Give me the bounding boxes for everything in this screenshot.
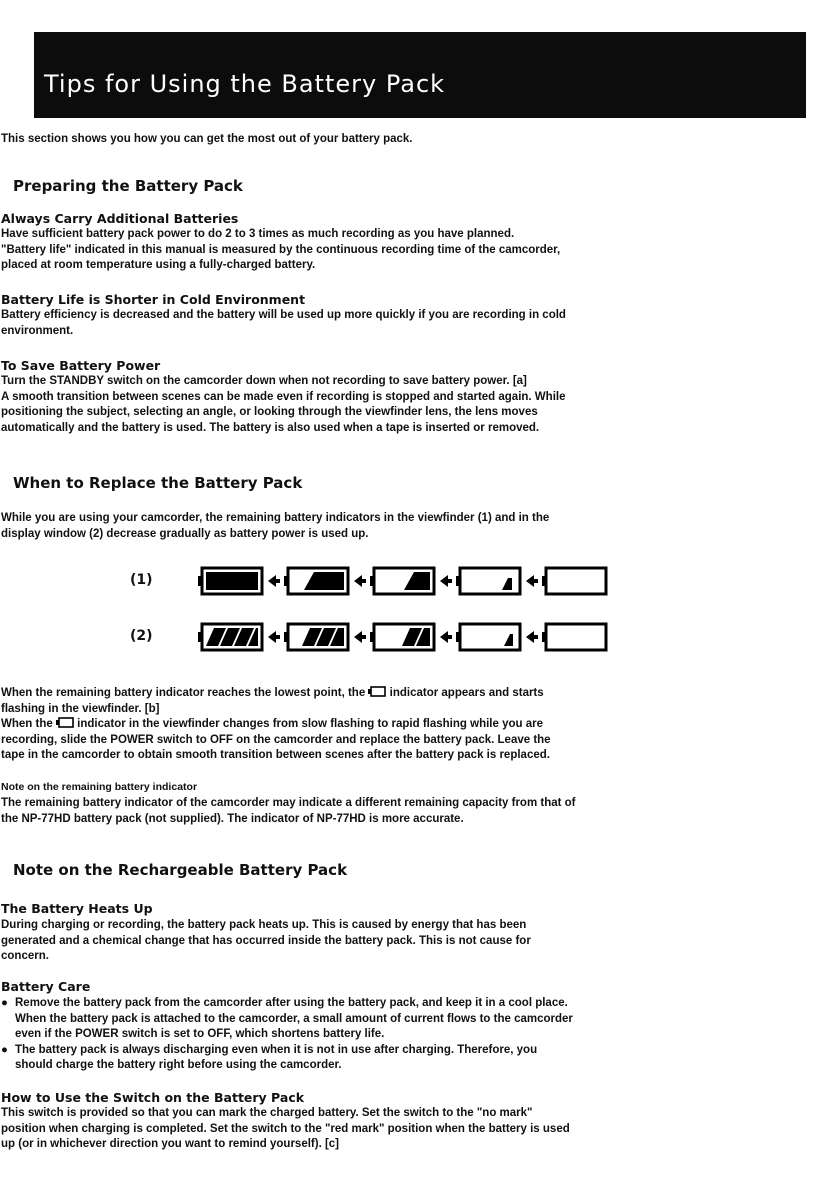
battery-sequence-display [196, 622, 656, 652]
indicator-label-display-window: (2) [130, 628, 153, 644]
arrow-right-icon [526, 575, 538, 587]
paragraph-heats-up [1, 918, 791, 965]
paragraph-switch [1, 1106, 791, 1153]
text-line: tape in the camcorder to obtain smooth transition between scenes after the battery pack is replaced. [1, 749, 550, 761]
text-line: flashing in the viewfinder. [b] [1, 702, 160, 715]
arrow-right-icon [354, 575, 366, 587]
indicator-label-viewfinder: (1) [130, 572, 153, 588]
text-line: When the battery pack is attached to the camcorder, a small amount of current flows to the camcorder [15, 1012, 573, 1025]
battery-three-quarter-segmented-icon [284, 624, 348, 650]
subheading-always-carry: Always Carry Additional Batteries [1, 211, 239, 226]
text-line [1, 717, 791, 733]
text-fragment: Remove the battery pack from the camcorder after using the battery pack, and keep it in a cool place. [15, 997, 568, 1009]
arrow-right-icon [268, 575, 280, 587]
text-fragment: indicator in the viewfinder changes from slow flashing to rapid flashing while you are [77, 718, 543, 730]
subheading-battery-care: Battery Care [1, 979, 91, 994]
bullet-list-care [1, 996, 791, 1074]
battery-full-segmented-icon [198, 624, 262, 650]
arrow-right-icon [354, 631, 366, 643]
text-fragment: When the remaining battery indicator reaches the lowest point, the [1, 687, 366, 699]
subheading-heats-up: The Battery Heats Up [1, 901, 153, 916]
battery-half-icon [370, 568, 434, 594]
paragraph-cold [1, 308, 791, 339]
section-heading-rechargeable: Note on the Rechargeable Battery Pack [13, 861, 348, 879]
text-line: generated and a chemical change that has occurred inside the battery pack. This is not cause for [1, 934, 531, 947]
subheading-save-power: To Save Battery Power [1, 358, 161, 373]
text-line: recording, slide the POWER switch to OFF on the camcorder and replace the battery pack. Leave the [1, 733, 551, 746]
text-line: positioning the subject, selecting an angle, or looking through the viewfinder lens, the lens moves [1, 406, 538, 418]
list-item [1, 1043, 791, 1059]
text-line: The remaining battery indicator of the camcorder may indicate a different remaining capacity from that of [1, 797, 576, 809]
empty-battery-icon [368, 686, 386, 697]
text-line: even if the POWER switch is set to OFF, which shortens battery life. [15, 1028, 385, 1040]
title-banner [34, 32, 806, 118]
text-line: display window (2) decrease gradually as battery power is used up. [1, 527, 369, 540]
subheading-switch: How to Use the Switch on the Battery Pack [1, 1090, 305, 1105]
text-line: "Battery life" indicated in this manual is measured by the continuous recording time of the camcorder, [1, 243, 561, 256]
text-line: placed at room temperature using a fully-charged battery. [1, 259, 316, 271]
text-line: During charging or recording, the battery pack heats up. This is caused by energy that has been [1, 919, 527, 931]
battery-low-segmented-icon [456, 624, 520, 650]
battery-empty-icon [542, 624, 606, 650]
page-title: Tips for Using the Battery Pack [44, 70, 446, 98]
paragraph-replace [1, 511, 791, 542]
bullet-icon: ● [1, 1043, 8, 1056]
note-heading-indicator: Note on the remaining battery indicator [1, 781, 198, 793]
list-item [1, 996, 791, 1012]
text-line: position when charging is completed. Set the switch to the "red mark" position when the battery is used [1, 1122, 570, 1135]
text-line: the NP-77HD battery pack (not supplied). The indicator of NP-77HD is more accurate. [1, 812, 464, 825]
paragraph-note-indicator [1, 796, 791, 827]
section-heading-preparing: Preparing the Battery Pack [13, 177, 243, 195]
battery-sequence-viewfinder [196, 566, 656, 596]
battery-half-segmented-icon [370, 624, 434, 650]
text-line [1, 686, 791, 702]
paragraph-always-carry [1, 227, 791, 274]
subheading-cold: Battery Life is Shorter in Cold Environment [1, 292, 306, 307]
arrow-right-icon [526, 631, 538, 643]
paragraph-replace-details [1, 686, 791, 764]
battery-empty-icon [542, 568, 606, 594]
text-line: concern. [1, 950, 49, 962]
text-line: environment. [1, 324, 74, 337]
arrow-right-icon [440, 631, 452, 643]
paragraph-save-power [1, 374, 791, 436]
arrow-right-icon [440, 575, 452, 587]
indicator-row-viewfinder [130, 566, 670, 596]
text-line: should charge the battery right before using the camcorder. [15, 1059, 342, 1071]
text-line: This switch is provided so that you can mark the charged battery. Set the switch to the "no mark" [1, 1107, 533, 1119]
indicator-row-display-window [130, 622, 670, 652]
text-fragment: indicator appears and starts [389, 687, 544, 699]
section-heading-replace: When to Replace the Battery Pack [13, 474, 303, 492]
bullet-icon: ● [1, 997, 8, 1009]
battery-three-quarter-icon [284, 568, 348, 594]
text-line: Turn the STANDBY switch on the camcorder down when not recording to save battery power. [a] [1, 375, 527, 387]
battery-full-icon [198, 568, 262, 594]
battery-low-icon [456, 568, 520, 594]
text-fragment: The battery pack is always discharging even when it is not in use after charging. Therefore, you [15, 1043, 538, 1056]
text-line: automatically and the battery is used. The battery is also used when a tape is inserted or removed. [1, 421, 540, 434]
intro-text: This section shows you how you can get the most out of your battery pack. [1, 133, 413, 145]
text-fragment: When the [1, 718, 53, 730]
text-line: up (or in whichever direction you want to remind yourself). [c] [1, 1138, 340, 1150]
text-line: While you are using your camcorder, the remaining battery indicators in the viewfinder (1) and in the [1, 512, 550, 524]
text-line: Have sufficient battery pack power to do 2 to 3 times as much recording as you have planned. [1, 228, 515, 240]
arrow-right-icon [268, 631, 280, 643]
text-line: Battery efficiency is decreased and the battery will be used up more quickly if you are recording in cold [1, 309, 566, 321]
empty-battery-icon [56, 717, 74, 728]
text-line: A smooth transition between scenes can be made even if recording is stopped and started again. While [1, 390, 566, 403]
